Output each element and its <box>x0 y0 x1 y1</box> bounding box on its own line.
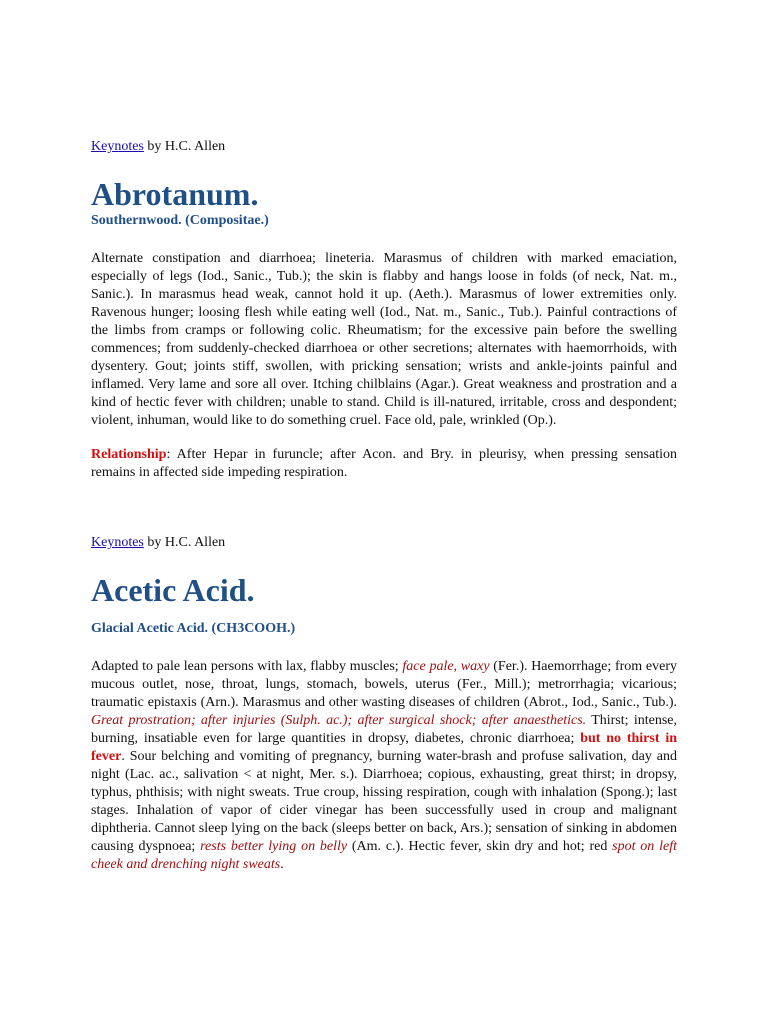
document-page <box>91 138 677 874</box>
text-run: Thirst; intense, burning, insatiable even for large quantities in dropsy, diabetes, chronic diarrhoea; <box>91 713 677 746</box>
relationship-label: Relationship <box>91 447 167 462</box>
text-run: . Sour belching and vomiting of pregnancy, burning water-brash and profuse salivation, day and night (Lac. ac., salivation < at night, Mer. s.). Diarrhoea; copious, exhausting, great thirst; in dropsy, typhus, phthisis; with night sweats. True croup, hissing respiration, cough with inhalation (Spong.); last stages. Inhalation of vapor of cider vinegar has been successfully used in croup and malignant diphtheria. Cannot sleep lying on the back (sleeps better on back, Ars.); sensation of sinking in abdomen causing dyspnoea; <box>91 749 677 854</box>
text-run: (Fer.). Haemorrhage; from every mucous outlet, nose, throat, lungs, stomach, bowels, uterus (Fer., Mill.); metrorrhagia; vicarious; traumatic epistaxis (Arn.). Marasmus and other wasting diseases of children (Abrot., Iod., Sanic., Tub.). <box>91 659 677 710</box>
relationship-paragraph <box>91 446 677 482</box>
emphasis-bold: but no thirst in fever <box>91 731 677 764</box>
remedy-description <box>91 658 677 874</box>
remedy-subtitle: Glacial Acetic Acid. (CH3COOH.) <box>91 621 296 636</box>
credit-line <box>91 534 677 552</box>
text-run: . <box>280 857 284 872</box>
text-run: Adapted to pale lean persons with lax, flabby muscles; <box>91 659 403 674</box>
credit-line <box>91 138 677 156</box>
emphasis-italic: spot on left cheek and drenching night sweats <box>91 839 677 872</box>
emphasis-italic: face pale, waxy <box>402 659 490 674</box>
credit-author: by H.C. Allen <box>143 535 226 550</box>
credit-author: by H.C. Allen <box>143 139 226 154</box>
keynotes-link[interactable]: Keynotes <box>91 535 144 550</box>
remedy-subtitle: Southernwood. (Compositae.) <box>91 213 269 228</box>
remedy-title: Acetic Acid. <box>91 572 255 608</box>
emphasis-italic: rests better lying on belly <box>200 839 348 854</box>
text-run: (Am. c.). Hectic fever, skin dry and hot; red <box>347 839 613 854</box>
emphasis-italic: Great prostration; after injuries (Sulph. ac.); after surgical shock; after anaesthetics. <box>91 713 587 728</box>
keynotes-link[interactable]: Keynotes <box>91 139 144 154</box>
relationship-text: : After Hepar in furuncle; after Acon. and Bry. in pleurisy, when pressing sensation remains in affected side impeding respiration. <box>91 447 677 480</box>
remedy-description: Alternate constipation and diarrhoea; lineteria. Marasmus of children with marked emaciation, especially of legs (Iod., Sanic., Tub.); the skin is flabby and hangs loose in folds (of neck, Nat. m., Sanic.). In marasmus head weak, cannot hold it up. (Aeth.). Marasmus of lower extremities only. Ravenous hunger; loosing flesh while eating well (Iod., Nat. m., Sanic., Tub.). Painful contractions of the limbs from cramps or following colic. Rheumatism; for the excessive pain before the swelling commences; from suddenly-checked diarrhoea or other secretions; alternates with haemorrhoids, with dysentery. Gout; joints stiff, swollen, with pricking sensation; wrists and ankle-joints painful and inflamed. Very lame and sore all over. Itching chilblains (Agar.). Great weakness and prostration and a kind of hectic fever with children; unable to stand. Child is ill-natured, irritable, cross and despondent; violent, inhuman, would like to do something cruel. Face old, pale, wrinkled (Op.). <box>91 251 677 428</box>
remedy-title: Abrotanum. <box>91 176 259 212</box>
